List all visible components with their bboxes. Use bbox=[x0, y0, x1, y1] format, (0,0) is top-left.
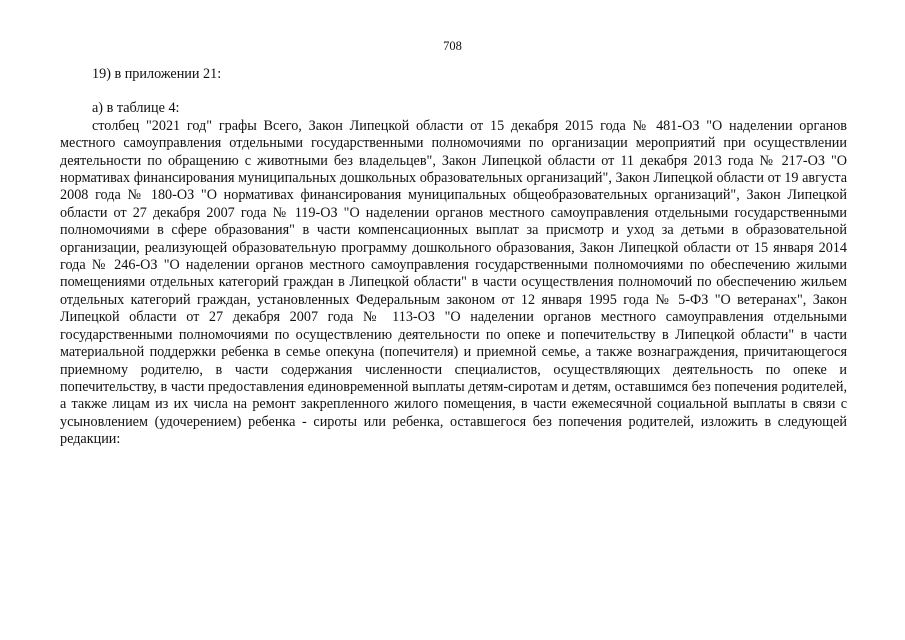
item-heading: 19) в приложении 21: bbox=[92, 66, 222, 82]
body-paragraph: столбец "2021 год" графы Всего, Закон Липецкой области от 15 декабря 2015 года № 481-ОЗ "О наделении органов местного самоуправления отдельными государственными полномочиями по организации мероприятий при осуществлении деятельности по обращению с животными без владельцев", Закон Липецкой области от 11 декабря 2013 года № 217-ОЗ "О нормативах финансирования муниципальных дошкольных образовательных организаций", Закон Липецкой области от 19 августа 2008 года № 180-ОЗ "О нормативах финансирования муниципальных общеобразовательных организаций", Закон Липецкой области от 27 декабря 2007 года № 119-ОЗ "О наделении органов местного самоуправления отдельными государственными полномочиями в сфере образования" в части компенсационных выплат за присмотр и уход за детьми в образовательной организации, реализующей образовательную программу дошкольного образования, Закон Липецкой области от 15 января 2014 года № 246-ОЗ "О наделении органов местного самоуправления государственными полномочиями по обеспечению жилыми помещениями отдельных категорий граждан в Липецкой области" в части осуществления полномочий по обеспечению жильем отдельных категорий граждан, установленных Федеральным законом от 12 января 1995 года № 5-ФЗ "О ветеранах", Закон Липецкой области от 27 декабря 2007 года № 113-ОЗ "О наделении органов местного самоуправления отдельными государственными полномочиями по осуществлению деятельности по опеке и попечительству в Липецкой области" в части материальной поддержки ребенка в семье опекуна (попечителя) и приемной семье, а также вознаграждения, причитающегося приемному родителю, в части содержания численности специалистов, осуществляющих деятельность по опеке и попечительству, в части предоставления единовременной выплаты детям-сиротам и детям, оставшимся без попечения родителей, а также лицам из их числа на ремонт закрепленного жилого помещения, в части ежемесячной социальной выплаты в связи с усыновлением (удочерением) ребенка - сироты или ребенка, оставшегося без попечения родителей, изложить в следующей редакции: bbox=[60, 117, 847, 448]
subitem-heading: а) в таблице 4: bbox=[92, 100, 180, 117]
page-number: 708 bbox=[443, 39, 462, 53]
document-body bbox=[60, 66, 847, 449]
